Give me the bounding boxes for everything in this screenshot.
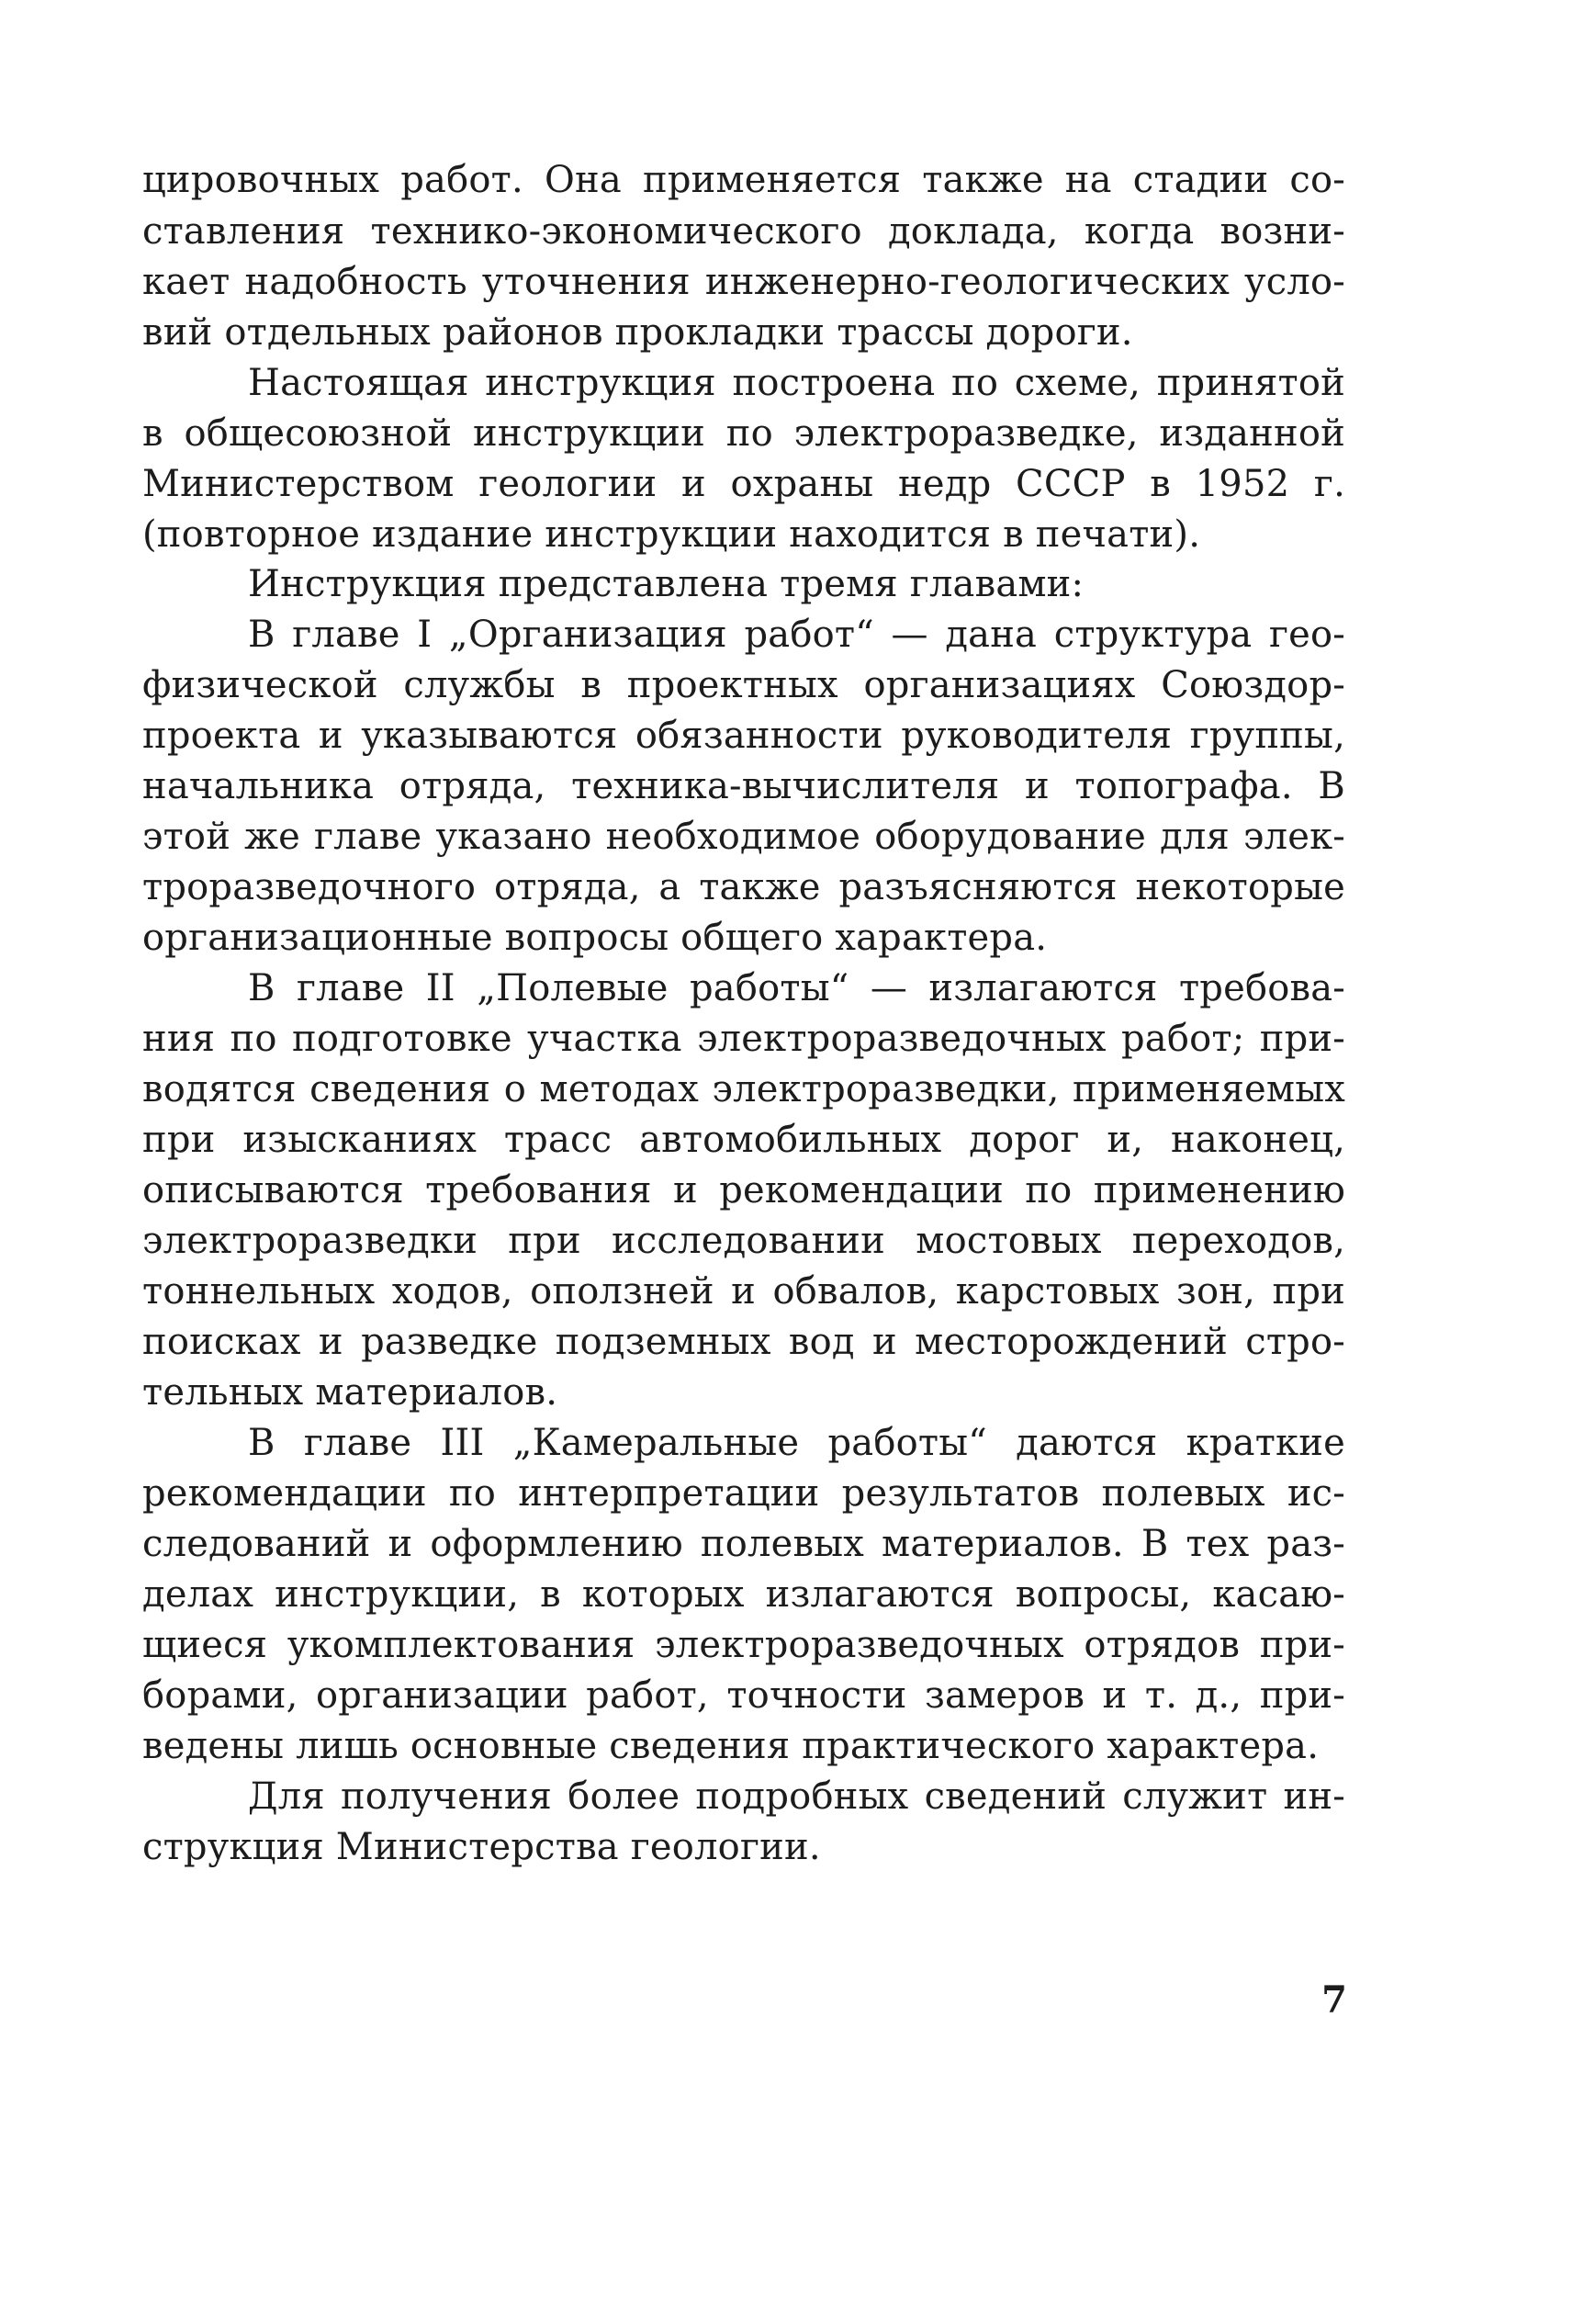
text-line: В главе II „Полевые работы“ — излагаются требова- (248, 967, 1345, 1009)
text-line: В главе I „Организация работ“ — дана структура гео- (248, 614, 1345, 656)
text-line: щиеся укомплектования электроразведочных отрядов при- (142, 1624, 1345, 1666)
text-line: электроразведки при исследовании мостовых переходов, (142, 1220, 1345, 1262)
text-line: тельных материалов. (142, 1371, 558, 1414)
text-line: делах инструкции, в которых излагаются вопросы, касаю- (142, 1573, 1345, 1616)
text-line: этой же главе указано необходимое оборудование для элек- (142, 816, 1345, 858)
text-line: при изысканиях трасс автомобильных дорог и, наконец, (142, 1119, 1345, 1161)
page-number: 7 (1321, 1978, 1347, 2022)
text-line: Министерством геологии и охраны недр СССР в 1952 г. (142, 463, 1345, 505)
text-line: Инструкция представлена тремя главами: (248, 563, 1085, 605)
text-line: описываются требования и рекомендации по применению (142, 1169, 1345, 1211)
text-line: В главе III „Камеральные работы“ даются краткие (248, 1422, 1345, 1464)
text-line: физической службы в проектных организациях Союздор- (142, 664, 1345, 706)
text-line: борами, организации работ, точности замеров и т. д., при- (142, 1674, 1345, 1717)
text-line: Для получения более подробных сведений служит ин- (248, 1775, 1345, 1818)
text-line: ния по подготовке участка электроразведочных работ; при- (142, 1018, 1345, 1060)
text-line: следований и оформлению полевых материалов. В тех раз- (142, 1523, 1345, 1565)
text-line: рекомендации по интерпретации результатов полевых ис- (142, 1472, 1345, 1515)
text-line: водятся сведения о методах электроразведки, применяемых (142, 1068, 1345, 1110)
text-line: тоннельных ходов, оползней и обвалов, карстовых зон, при (142, 1270, 1345, 1313)
text-line: ведены лишь основные сведения практического характера. (142, 1725, 1320, 1767)
text-line: троразведочного отряда, а также разъясняются некоторые (142, 866, 1345, 908)
text-line: поисках и разведке подземных вод и месторождений стро- (142, 1321, 1345, 1363)
text-line: проекта и указываются обязанности руководителя группы, (142, 715, 1345, 757)
text-line: организационные вопросы общего характера. (142, 917, 1048, 959)
text-line: Настоящая инструкция построена по схеме, принятой (248, 362, 1345, 404)
text-line: струкция Министерства геологии. (142, 1826, 821, 1868)
text-line: в общесоюзной инструкции по электроразведке, изданной (142, 412, 1345, 455)
text-line: (повторное издание инструкции находится в печати). (142, 513, 1201, 556)
text-line: цировочных работ. Она применяется также на стадии со- (142, 159, 1345, 201)
text-line: начальника отряда, техника-вычислителя и топографа. В (142, 765, 1345, 807)
text-line: ставления технико-экономического доклада, когда возни- (142, 210, 1345, 253)
text-line: вий отдельных районов прокладки трассы дороги. (142, 311, 1133, 354)
text-line: кает надобность уточнения инженерно-геологических усло- (142, 261, 1345, 303)
